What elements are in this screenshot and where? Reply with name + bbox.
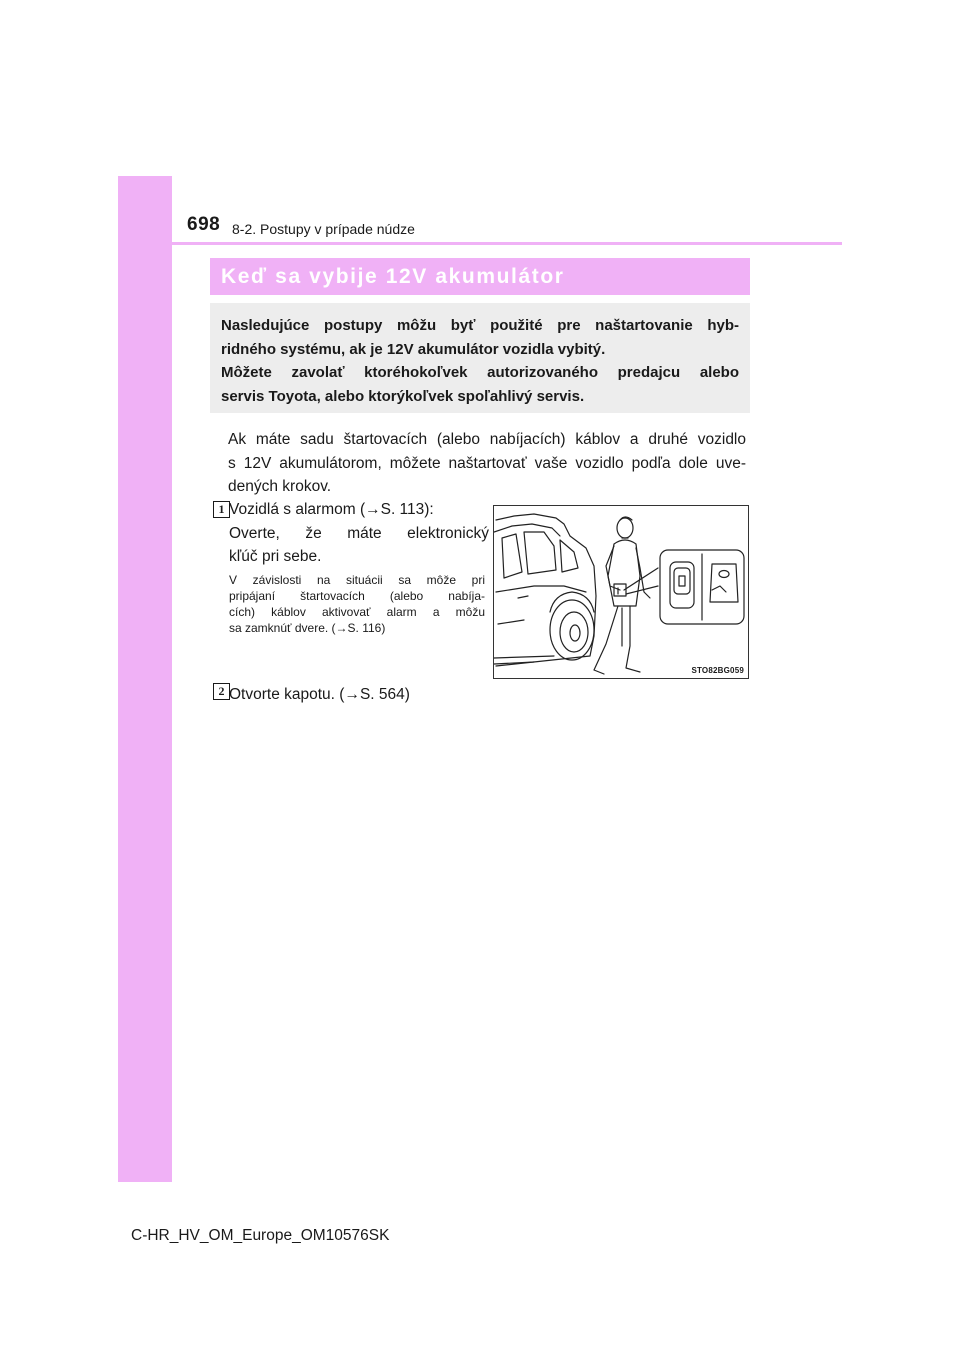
body-paragraph (228, 428, 746, 499)
note-line: cích) káblov aktivovať alarm a môžu (229, 605, 485, 619)
step-1-line: Overte, že máte elektronický (229, 524, 489, 542)
step-number-2: 2 (213, 683, 230, 700)
step-2-text: Otvorte kapotu. (→S. 564) (229, 686, 410, 703)
step-1-note (229, 572, 485, 636)
illustration-man-with-key-near-car (493, 505, 749, 679)
step-1-line: Vozidlá s alarmom (→S. 113): (229, 501, 434, 518)
intro-line: ridného systému, ak je 12V akumulátor vozidla vybitý. (221, 340, 606, 358)
intro-line: servis Toyota, alebo ktorýkoľvek spoľahlivý servis. (221, 387, 585, 405)
step-number-1: 1 (213, 501, 230, 518)
step-1-line: kľúč pri sebe. (229, 548, 322, 565)
section-title-bar (210, 258, 750, 295)
body-line: Ak máte sadu štartovacích (alebo nabíjacích) káblov a druhé vozidlo (228, 431, 746, 448)
figure-code: STO82BG059 (691, 666, 744, 675)
note-line: V závislosti na situácii sa môže pri (229, 573, 485, 587)
chapter-sidebar-tab (118, 176, 172, 1182)
header-divider (118, 242, 842, 245)
body-line: dených krokov. (228, 478, 332, 495)
note-line: sa zamknúť dvere. (→S. 116) (229, 621, 386, 635)
section-reference: 8-2. Postupy v prípade núdze (232, 221, 415, 237)
section-title: Keď sa vybije 12V akumulátor (221, 264, 565, 288)
page-number: 698 (187, 214, 221, 235)
intro-line: Môžete zavolať ktoréhokoľvek autorizovaného predajcu alebo (221, 364, 739, 381)
body-line: s 12V akumulátorom, môžete naštartovať vaše vozidlo podľa dole uve- (228, 454, 746, 472)
step-1-text (229, 498, 489, 569)
intro-box (210, 303, 750, 413)
car-and-person-drawing (494, 506, 750, 680)
note-line: pripájaní štartovacích (alebo nabíja- (229, 589, 485, 603)
document-footer: C-HR_HV_OM_Europe_OM10576SK (131, 1227, 390, 1244)
intro-line: Nasledujúce postupy môžu byť použité pre naštartovanie hyb- (221, 317, 739, 334)
